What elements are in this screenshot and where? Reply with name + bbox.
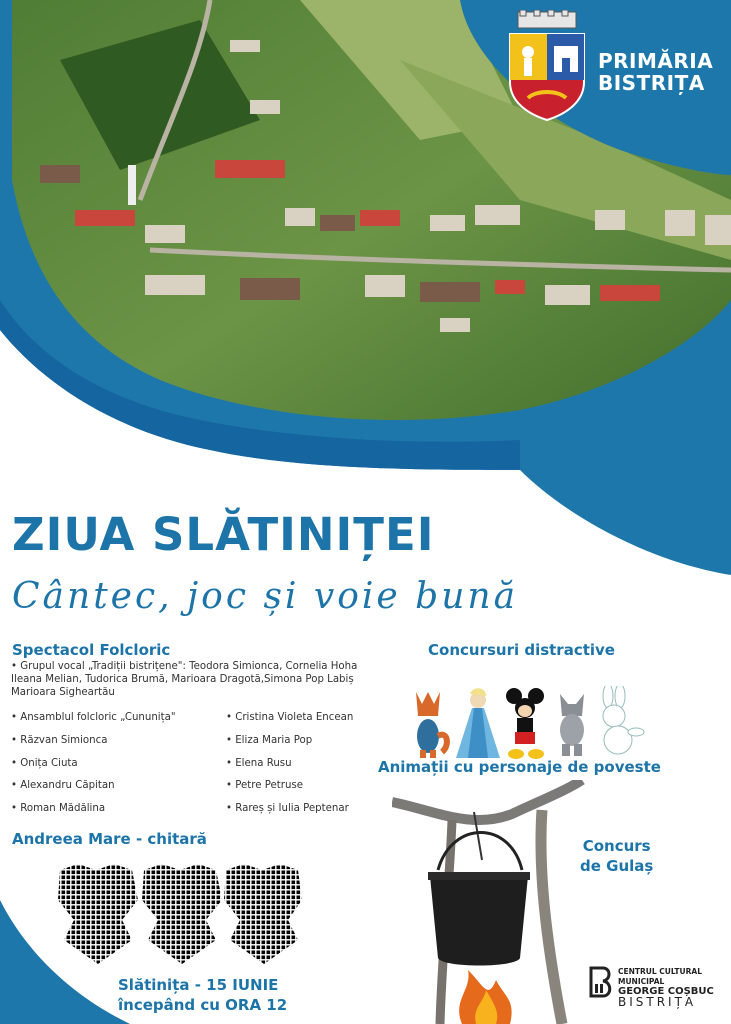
organizer-line2: GEORGE COȘBUC [618,986,714,997]
date-line: Slătinița - 15 IUNIE [118,976,279,994]
fox-cartoon-icon [416,692,447,758]
cultural-center-logo-icon [589,966,613,998]
city-hall-label [598,50,713,94]
princess-cartoon-icon [456,688,500,758]
cauldron-over-fire-illustration [392,780,592,1024]
city-hall-line2: BISTRIȚA [598,71,705,95]
contests-heading: Concursuri distractive [428,641,615,659]
list-item: • Răzvan Simionca [11,734,108,746]
list-item: • Onița Ciuta [11,757,78,769]
list-item: • Alexandru Căpitan [11,780,115,792]
animations-label: Animații cu personaje de poveste [378,758,661,776]
list-item: • Elena Rusu [226,757,292,769]
city-hall-line1: PRIMĂRIA [598,49,714,73]
time-line: începând cu ORA 12 [118,996,288,1014]
cartoon-characters [408,686,658,760]
wolf-cartoon-icon [560,694,584,756]
event-subtitle: Cântec, joc și voie bună [12,576,519,617]
list-item: • Cristina Violeta Encean [226,712,354,723]
list-item: • Ansamblul folcloric „Cununița" [11,712,176,723]
organizer-line3: BISTRIȚA [618,995,697,1009]
performers-right-list [226,712,353,826]
goulash-contest-label [580,836,653,876]
event-title: ZIUA SLĂTINIȚEI [12,508,435,561]
list-item: • Rareș și Iulia Peptenar [226,803,349,815]
list-item: • Roman Mădălina [11,803,106,815]
rabbit-cartoon-icon [603,686,644,754]
performers-left-list [11,712,176,826]
goulash-line2: de Gulaș [580,857,654,875]
date-time-info [118,975,287,1015]
traditional-embroidery-pattern [56,860,304,968]
organizer-line1: CENTRUL CULTURAL MUNICIPAL [618,967,702,986]
mouse-cartoon-icon [506,688,544,759]
goulash-line1: Concurs [582,837,651,855]
vocal-group-paragraph: • Grupul vocal „Tradiții bistrițene": Teodora Simionca, Cornelia Hoha Ileana Melian, Tudorica Brumă, Marioara Dragotă,Simona Pop Labiș Marioara Sigheartău [11,661,358,698]
guitar-performer: Andreea Mare - chitară [12,830,207,848]
bistrita-coat-of-arms [506,10,588,122]
folk-show-heading: Spectacol Folcloric [12,641,171,659]
cultural-center-logo-text [618,967,731,1007]
list-item: • Petre Petruse [226,780,304,792]
list-item: • Eliza Maria Pop [226,734,313,746]
